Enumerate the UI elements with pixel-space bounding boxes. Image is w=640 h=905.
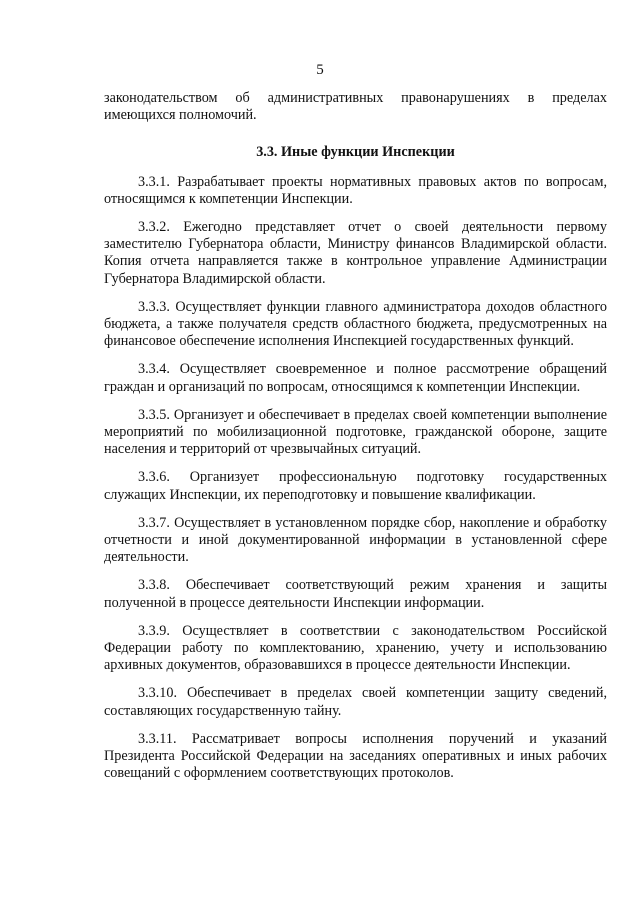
paragraph-3-3-6: 3.3.6. Организует профессиональную подготовку государственных служащих Инспекции, их переподготовку и повышение квалификации. <box>104 469 607 503</box>
intro-paragraph: законодательством об административных правонарушениях в пределах имеющихся полномочий. <box>104 90 607 124</box>
document-body <box>104 90 607 783</box>
paragraph-3-3-1: 3.3.1. Разрабатывает проекты нормативных правовых актов по вопросам, относящимся к компетенции Инспекции. <box>104 173 607 207</box>
paragraph-3-3-9: 3.3.9. Осуществляет в соответствии с законодательством Российской Федерации работу по комплектованию, хранению, учету и использованию архивных документов, образовавшихся в процессе деятельности Инспекции. <box>104 622 607 674</box>
paragraph-3-3-5: 3.3.5. Организует и обеспечивает в пределах своей компетенции выполнение мероприятий по мобилизационной подготовке, гражданской обороне, защите населения и территорий от чрезвычайных ситуаций. <box>104 406 607 458</box>
paragraph-3-3-3: 3.3.3. Осуществляет функции главного администратора доходов областного бюджета, а также получателя средств областного бюджета, предусмотренных на финансовое обеспечение исполнения Инспекцией государственных функций. <box>104 298 607 350</box>
paragraph-3-3-7: 3.3.7. Осуществляет в установленном порядке сбор, накопление и обработку отчетности и иной документированной информации в установленной сфере деятельности. <box>104 514 607 566</box>
paragraph-3-3-2: 3.3.2. Ежегодно представляет отчет о своей деятельности первому заместителю Губернатора области, Министру финансов Владимирской области. Копия отчета направляется также в контрольное управление Администрации Губернатора Владимирской области. <box>104 219 607 287</box>
paragraph-3-3-8: 3.3.8. Обеспечивает соответствующий режим хранения и защиты полученной в процессе деятельности Инспекции информации. <box>104 577 607 611</box>
section-heading: 3.3. Иные функции Инспекции <box>256 144 455 161</box>
paragraph-3-3-4: 3.3.4. Осуществляет своевременное и полное рассмотрение обращений граждан и организаций по вопросам, относящимся к компетенции Инспекции. <box>104 361 607 395</box>
paragraph-3-3-10: 3.3.10. Обеспечивает в пределах своей компетенции защиту сведений, составляющих государственную тайну. <box>104 685 607 719</box>
page-number: 5 <box>316 62 324 78</box>
paragraph-3-3-11: 3.3.11. Рассматривает вопросы исполнения поручений и указаний Президента Российской Федерации на заседаниях оперативных и иных рабочих совещаний с оформлением соответствующих протоколов. <box>104 730 607 782</box>
